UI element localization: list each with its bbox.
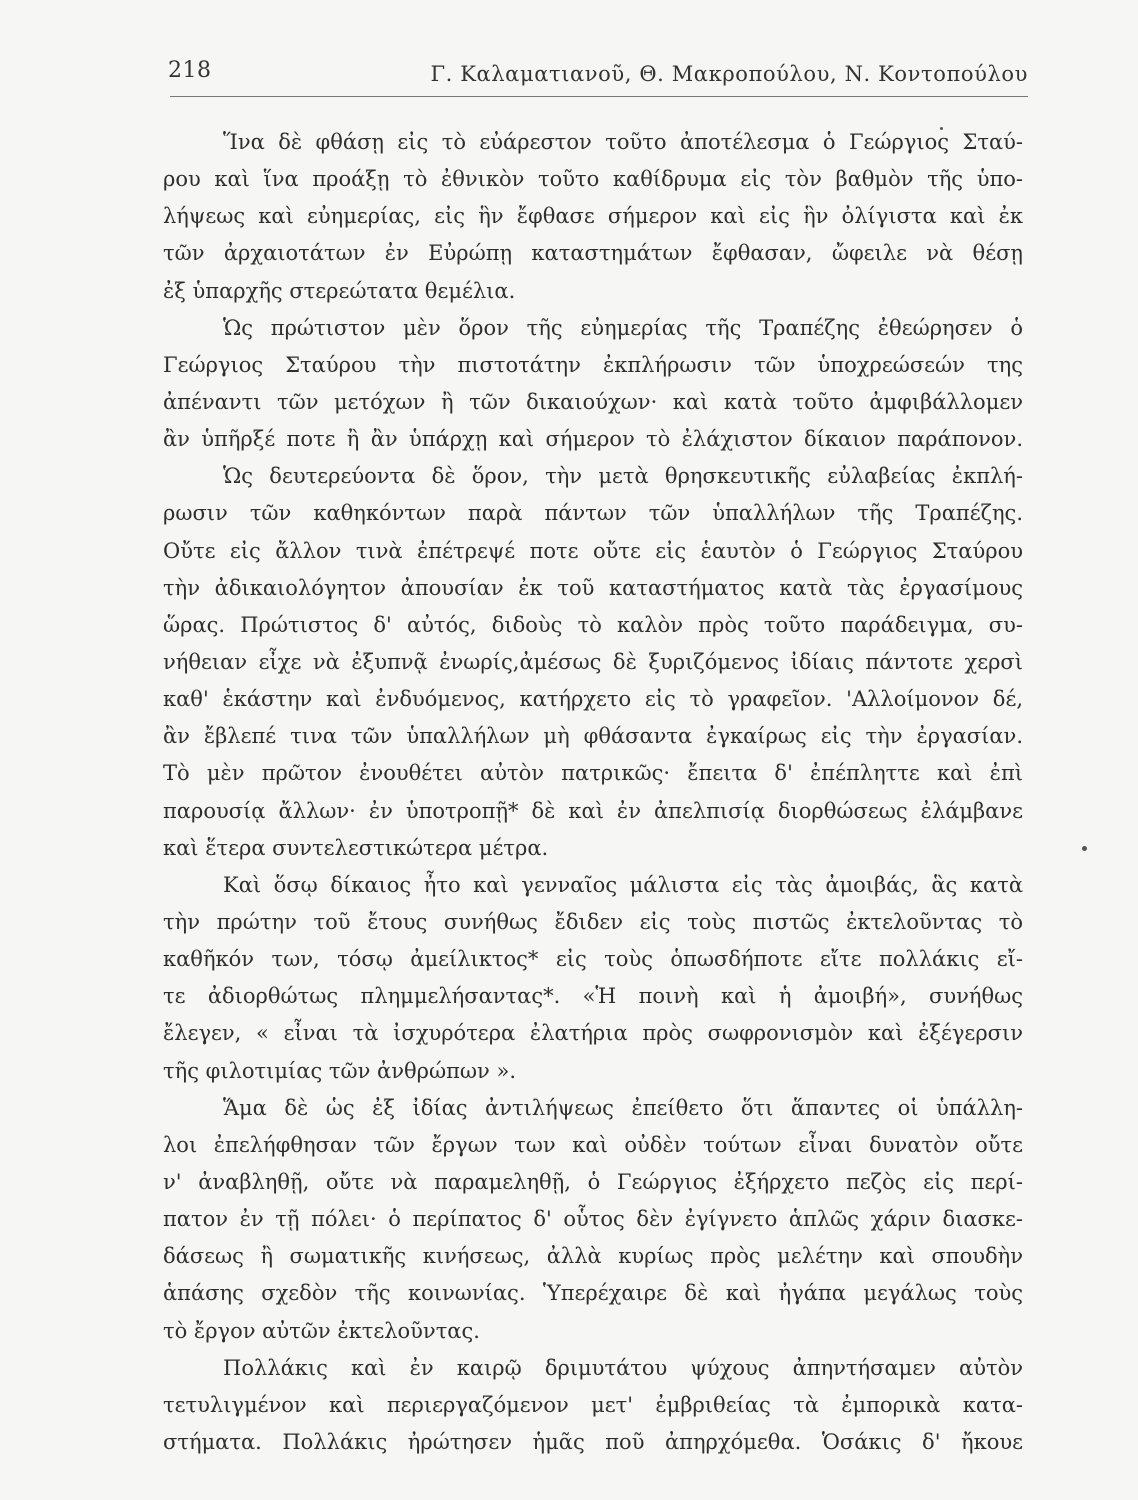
text-line: Ὡς δευτερεύοντα δὲ ὅρον, τὴν μετὰ θρησκευτικῆς εὐλαβείας ἐκπλή- xyxy=(223,464,1023,489)
text-line: ἂν ὑπῆρξέ ποτε ἢ ἂν ὑπάρχῃ καὶ σήμερον τὸ ἐλάχιστον δίκαιον παράπονον. xyxy=(163,427,1023,452)
text-line: Ὡς πρώτιστον μὲν ὅρον τῆς εὐημερίας τῆς Τραπέζης ἐθεώρησεν ὁ xyxy=(223,315,1023,340)
page-number: 218 xyxy=(168,58,212,83)
text-line: τε ἀδιορθώτως πλημμελήσαντας*. «Ἡ ποινὴ καὶ ἡ ἀμοιβή», συνήθως xyxy=(163,984,1023,1009)
text-line: τῶν ἀρχαιοτάτων ἐν Εὐρώπῃ καταστημάτων ἔφθασαν, ὤφειλε νὰ θέσῃ xyxy=(163,241,1023,266)
running-head-authors: Γ. Καλαματιανοῦ, Θ. Μακροπούλου, Ν. Κοντοπούλου xyxy=(430,62,1028,86)
text-line: καὶ ἕτερα συντελεστικώτερα μέτρα. xyxy=(163,835,549,860)
text-line: Γεώργιος Σταύρου τὴν πιστοτάτην ἐκπλήρωσιν τῶν ὑποχρεώσεών της xyxy=(163,352,1023,377)
text-line: ρου καὶ ἵνα προάξῃ τὸ ἐθνικὸν τοῦτο καθίδρυμα εἰς τὸν βαθμὸν τῆς ὑπο- xyxy=(163,167,1023,192)
text-line: νήθειαν εἶχε νὰ ἐξυπνᾷ ἐνωρίς,ἀμέσως δὲ ξυριζόμενος ἰδίαις πάντοτε χερσὶ xyxy=(163,649,1023,674)
text-line: Ἅμα δὲ ὡς ἐξ ἰδίας ἀντιλήψεως ἐπείθετο ὅτι ἅπαντες οἱ ὑπάλλη- xyxy=(223,1095,1023,1120)
ink-speck xyxy=(1082,846,1087,851)
text-line: παρουσίᾳ ἄλλων· ἐν ὑποτροπῇ* δὲ καὶ ἐν ἀπελπισίᾳ διορθώσεως ἐλάμβανε xyxy=(163,798,1023,823)
text-line: Καὶ ὅσῳ δίκαιος ἦτο καὶ γενναῖος μάλιστα εἰς τὰς ἀμοιβάς, ἃς κατὰ xyxy=(223,872,1023,897)
text-line: δάσεως ἢ σωματικῆς κινήσεως, ἀλλὰ κυρίως πρὸς μελέτην καὶ σπουδὴν xyxy=(163,1244,1023,1269)
text-line: λοι ἐπελήφθησαν τῶν ἔργων των καὶ οὐδὲν τούτων εἶναι δυνατὸν οὔτε xyxy=(163,1132,1023,1157)
text-line: τὴν πρώτην τοῦ ἔτους συνήθως ἔδιδεν εἰς τοὺς πιστῶς ἐκτελοῦντας τὸ xyxy=(163,909,1023,934)
text-line: ἂν ἔβλεπέ τινα τῶν ὑπαλλήλων μὴ φθάσαντα ἐγκαίρως εἰς τὴν ἐργασίαν. xyxy=(163,724,1023,749)
text-line: Ἵνα δὲ φθάσῃ εἰς τὸ εὐάρεστον τοῦτο ἀποτέλεσμα ὁ Γεώργιος Σταύ- xyxy=(223,130,1023,154)
text-line: καθῆκόν των, τόσῳ ἀμείλικτος* εἰς τοὺς ὁπωσδήποτε εἴτε πολλάκις εἴ- xyxy=(163,947,1023,972)
text-line: ἀπέναντι τῶν μετόχων ἢ τῶν δικαιούχων· καὶ κατὰ τοῦτο ἀμφιβάλλομεν xyxy=(163,389,1023,414)
text-line: ἔλεγεν, « εἶναι τὰ ἰσχυρότερα ἐλατήρια πρὸς σωφρονισμὸν καὶ ἐξέγερσιν xyxy=(163,1021,1023,1046)
text-line: Τὸ μὲν πρῶτον ἐνουθέτει αὐτὸν πατρικῶς· ἔπειτα δ' ἐπέπληττε καὶ ἐπὶ xyxy=(163,761,1023,786)
text-line: τὸ ἔργον αὐτῶν ἐκτελοῦντας. xyxy=(163,1318,480,1343)
body-text xyxy=(163,124,1023,1461)
text-line: λήψεως καὶ εὐημερίας, εἰς ἣν ἔφθασε σήμερον καὶ εἰς ἣν ὀλίγιστα καὶ ἐκ xyxy=(163,204,1023,229)
text-line: Οὔτε εἰς ἄλλον τινὰ ἐπέτρεψέ ποτε οὔτε εἰς ἑαυτὸν ὁ Γεώργιος Σταύρου xyxy=(163,538,1023,563)
text-line: ρωσιν τῶν καθηκόντων παρὰ πάντων τῶν ὑπαλλήλων τῆς Τραπέζης. xyxy=(163,501,1023,526)
text-line: στήματα. Πολλάκις ἠρώτησεν ἡμᾶς ποῦ ἀπηρχόμεθα. Ὁσάκις δ' ἤκουε xyxy=(163,1429,1023,1454)
text-line: ἐξ ὑπαρχῆς στερεώτατα θεμέλια. xyxy=(163,278,516,303)
ink-speck xyxy=(940,127,943,130)
running-head xyxy=(168,52,1028,96)
text-line: τετυλιγμένον καὶ περιεργαζόμενον μετ' ἐμβριθείας τὰ ἐμπορικὰ κατα- xyxy=(163,1392,1023,1417)
text-line: Πολλάκις καὶ ἐν καιρῷ δριμυτάτου ψύχους ἀπηντήσαμεν αὐτὸν xyxy=(223,1355,1023,1380)
text-line: καθ' ἑκάστην καὶ ἐνδυόμενος, κατήρχετο εἰς τὸ γραφεῖον. 'Αλλοίμονον δέ, xyxy=(163,687,1023,712)
text-line: ν' ἀναβληθῇ, οὔτε νὰ παραμεληθῇ, ὁ Γεώργιος ἐξήρχετο πεζὸς εἰς περί- xyxy=(163,1169,1023,1194)
header-rule xyxy=(170,96,1028,97)
text-line: πατον ἐν τῇ πόλει· ὁ περίπατος δ' οὗτος δὲν ἐγίγνετο ἁπλῶς χάριν διασκε- xyxy=(163,1207,1023,1232)
text-line: ὥρας. Πρώτιστος δ' αὐτός, διδοὺς τὸ καλὸν πρὸς τοῦτο παράδειγμα, συ- xyxy=(163,612,1023,637)
text-line: ἁπάσης σχεδὸν τῆς κοινωνίας. Ὑπερέχαιρε δὲ καὶ ἠγάπα μεγάλως τοὺς xyxy=(163,1281,1023,1306)
text-line: τῆς φιλοτιμίας τῶν ἀνθρώπων ». xyxy=(163,1058,517,1083)
text-line: τὴν ἀδικαιολόγητον ἀπουσίαν ἐκ τοῦ καταστήματος κατὰ τὰς ἐργασίμους xyxy=(163,575,1023,600)
